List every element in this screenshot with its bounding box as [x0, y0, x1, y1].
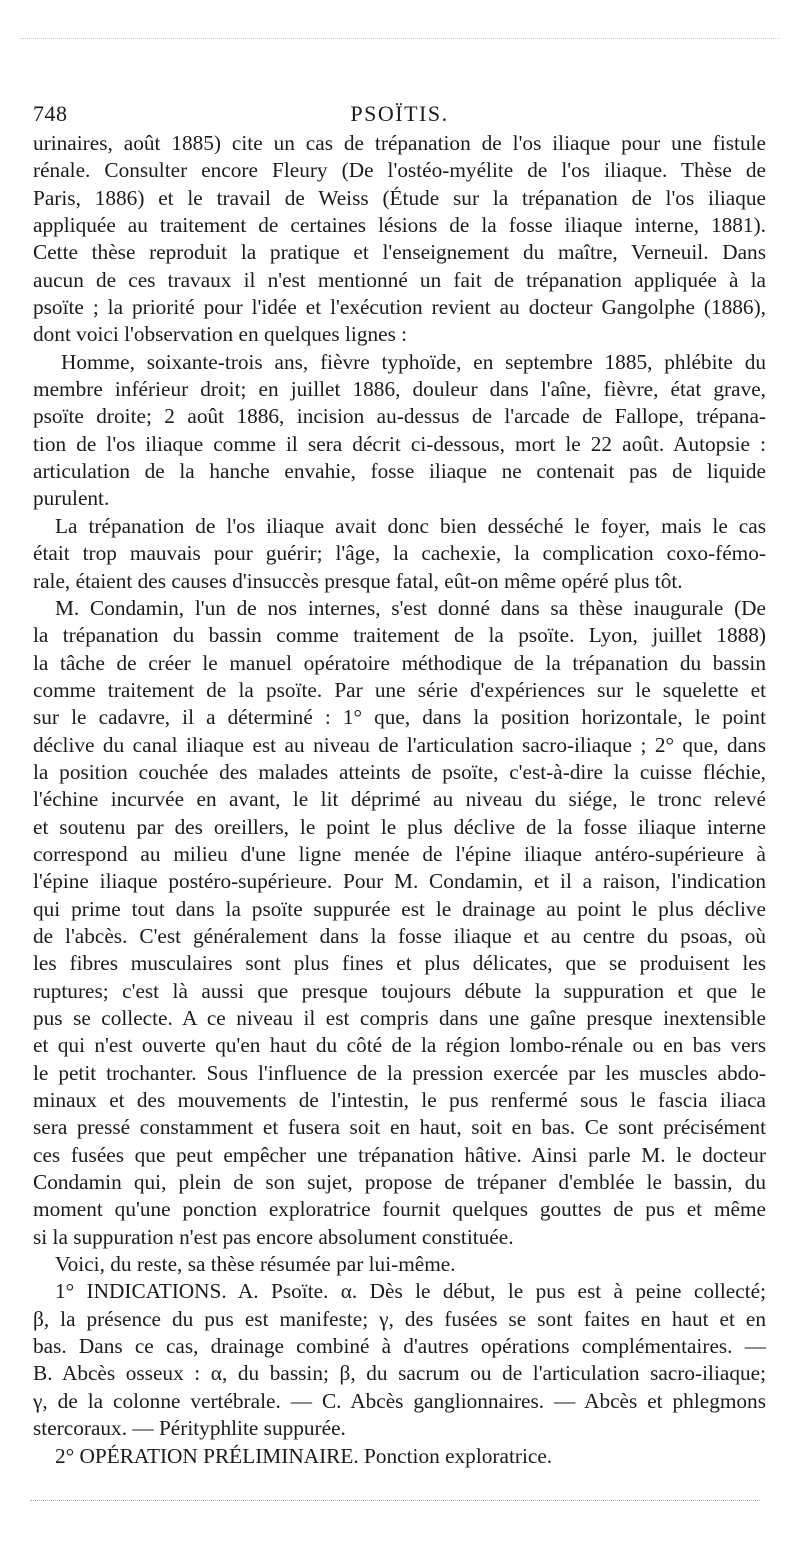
text-line: stercoraux. — Pérityphlite suppurée.	[33, 1416, 346, 1441]
text-line: Voici, du reste, sa thèse résumée par lui-même.	[55, 1252, 456, 1277]
text-line: le petit trochanter. Sous l'influence de la pression exercée par les muscles abdo-	[33, 1060, 766, 1085]
text-line: dont voici l'observation en quelques lignes :	[33, 322, 408, 347]
text-line: purulent.	[33, 486, 110, 511]
text-line: ruptures; c'est là aussi que presque toujours débute la suppuration et que le	[33, 978, 766, 1003]
text-line: ces fusées que peut empêcher une trépanation hâtive. Ainsi parle M. le docteur	[33, 1142, 766, 1167]
text-line: bas. Dans ce cas, drainage combiné à d'autres opérations complémentaires. —	[33, 1334, 766, 1359]
text-line: Cette thèse reproduit la pratique et l'enseignement du maître, Verneuil. Dans	[33, 240, 766, 265]
text-line: 2° OPÉRATION PRÉLIMINAIRE. Ponction exploratrice.	[55, 1443, 553, 1468]
text-line: les fibres musculaires sont plus fines et plus délicates, que se produisent les	[33, 951, 766, 976]
text-line: comme traitement de la psoïte. Par une série d'expériences sur le squelette et	[33, 677, 766, 702]
text-line: si la suppuration n'est pas encore absolument constituée.	[33, 1224, 514, 1249]
text-line: γ, de la colonne vertébrale. — C. Abcès ganglionnaires. — Abcès et phlegmons	[33, 1388, 766, 1413]
text-line: la position couchée des malades atteints de psoïte, c'est-à-dire la cuisse fléchie,	[33, 759, 766, 784]
text-line: psoïte droite; 2 août 1886, incision au-dessus de l'arcade de Fallope, trépana-	[33, 404, 766, 429]
text-line: correspond au milieu d'une ligne menée de l'épine iliaque antéro-supérieure à	[33, 841, 766, 866]
text-line: Condamin qui, plein de son sujet, propose de trépaner d'emblée le bassin, du	[33, 1170, 766, 1195]
page-number: 748	[33, 101, 68, 126]
text-line: B. Abcès osseux : α, du bassin; β, du sacrum ou de l'articulation sacro-iliaque;	[33, 1361, 766, 1386]
text-line: aucun de ces travaux il n'est mentionné un fait de trépanation appliquée à la	[33, 267, 766, 292]
text-line: sur le cadavre, il a déterminé : 1° que, dans la position horizontale, le point	[33, 705, 766, 730]
scan-noise-bottom	[30, 1500, 760, 1503]
text-line: tion de l'os iliaque comme il sera décrit ci-dessous, mort le 22 août. Autopsie :	[33, 431, 766, 456]
text-line: Paris, 1886) et le travail de Weiss (Étude sur la trépanation de l'os iliaque	[33, 185, 766, 210]
page-header	[33, 99, 766, 129]
text-line: l'échine incurvée en avant, le lit déprimé au niveau du siége, le tronc relevé	[33, 787, 766, 812]
text-line: l'épine iliaque postéro-supérieure. Pour M. Condamin, et il a raison, l'indication	[33, 869, 766, 894]
text-line: rénale. Consulter encore Fleury (De l'ostéo-myélite de l'os iliaque. Thèse de	[33, 158, 766, 183]
text-line: pus se collecte. A ce niveau il est compris dans une gaîne presque inextensible	[33, 1006, 766, 1030]
text-line: La trépanation de l'os iliaque avait donc bien desséché le foyer, mais le cas	[55, 513, 766, 538]
text-line: appliquée au traitement de certaines lésions de la fosse iliaque interne, 1881).	[33, 213, 766, 238]
text-line: articulation de la hanche envahie, fosse iliaque ne contenait pas de liquide	[33, 459, 766, 484]
text-line: urinaires, août 1885) cite un cas de trépanation de l'os iliaque pour une fistule	[33, 131, 766, 155]
text-line: M. Condamin, l'un de nos internes, s'est donné dans sa thèse inaugurale (De	[55, 595, 766, 620]
text-line: déclive du canal iliaque est au niveau de l'articulation sacro-iliaque ; 2° que, dans	[33, 732, 766, 757]
text-line: membre inférieur droit; en juillet 1886, douleur dans l'aîne, fièvre, état grave,	[33, 377, 766, 402]
body-text	[33, 130, 766, 1470]
text-line: et qui n'est ouverte qu'en haut du côté de la région lombo-rénale ou en bas vers	[33, 1033, 766, 1058]
running-title: PSOÏTIS.	[350, 101, 449, 126]
text-line: et soutenu par des oreillers, le point le plus déclive de la fosse iliaque interne	[33, 814, 766, 839]
scan-noise-top	[20, 38, 780, 41]
text-line: la trépanation du bassin comme traitement de la psoïte. Lyon, juillet 1888)	[33, 623, 766, 648]
text-line: qui prime tout dans la psoïte suppurée est le drainage au point le plus déclive	[33, 896, 766, 921]
text-line: moment qu'une ponction exploratrice fournit quelques gouttes de pus et même	[33, 1197, 766, 1222]
text-line: minaux et des mouvements de l'intestin, le pus renfermé sous le fascia iliaca	[33, 1088, 766, 1113]
text-line: rale, étaient des causes d'insuccès presque fatal, eût-on même opéré plus tôt.	[33, 568, 683, 593]
text-line: Homme, soixante-trois ans, fièvre typhoïde, en septembre 1885, phlébite du	[61, 349, 766, 374]
text-line: sera pressé constamment et fusera soit en haut, soit en bas. Ce sont précisément	[33, 1115, 766, 1140]
text-line: était trop mauvais pour guérir; l'âge, la cachexie, la complication coxo-fémo-	[33, 541, 766, 566]
text-line: la tâche de créer le manuel opératoire méthodique de la trépanation du bassin	[33, 650, 766, 675]
text-line: de l'abcès. C'est généralement dans la fosse iliaque et au centre du psoas, où	[33, 923, 766, 948]
text-line: 1° INDICATIONS. A. Psoïte. α. Dès le début, le pus est à peine collecté;	[55, 1279, 766, 1304]
text-line: psoïte ; la priorité pour l'idée et l'exécution revient au docteur Gangolphe (1886),	[33, 295, 766, 320]
text-line: β, la présence du pus est manifeste; γ, des fusées se sont faites en haut et en	[33, 1306, 766, 1331]
